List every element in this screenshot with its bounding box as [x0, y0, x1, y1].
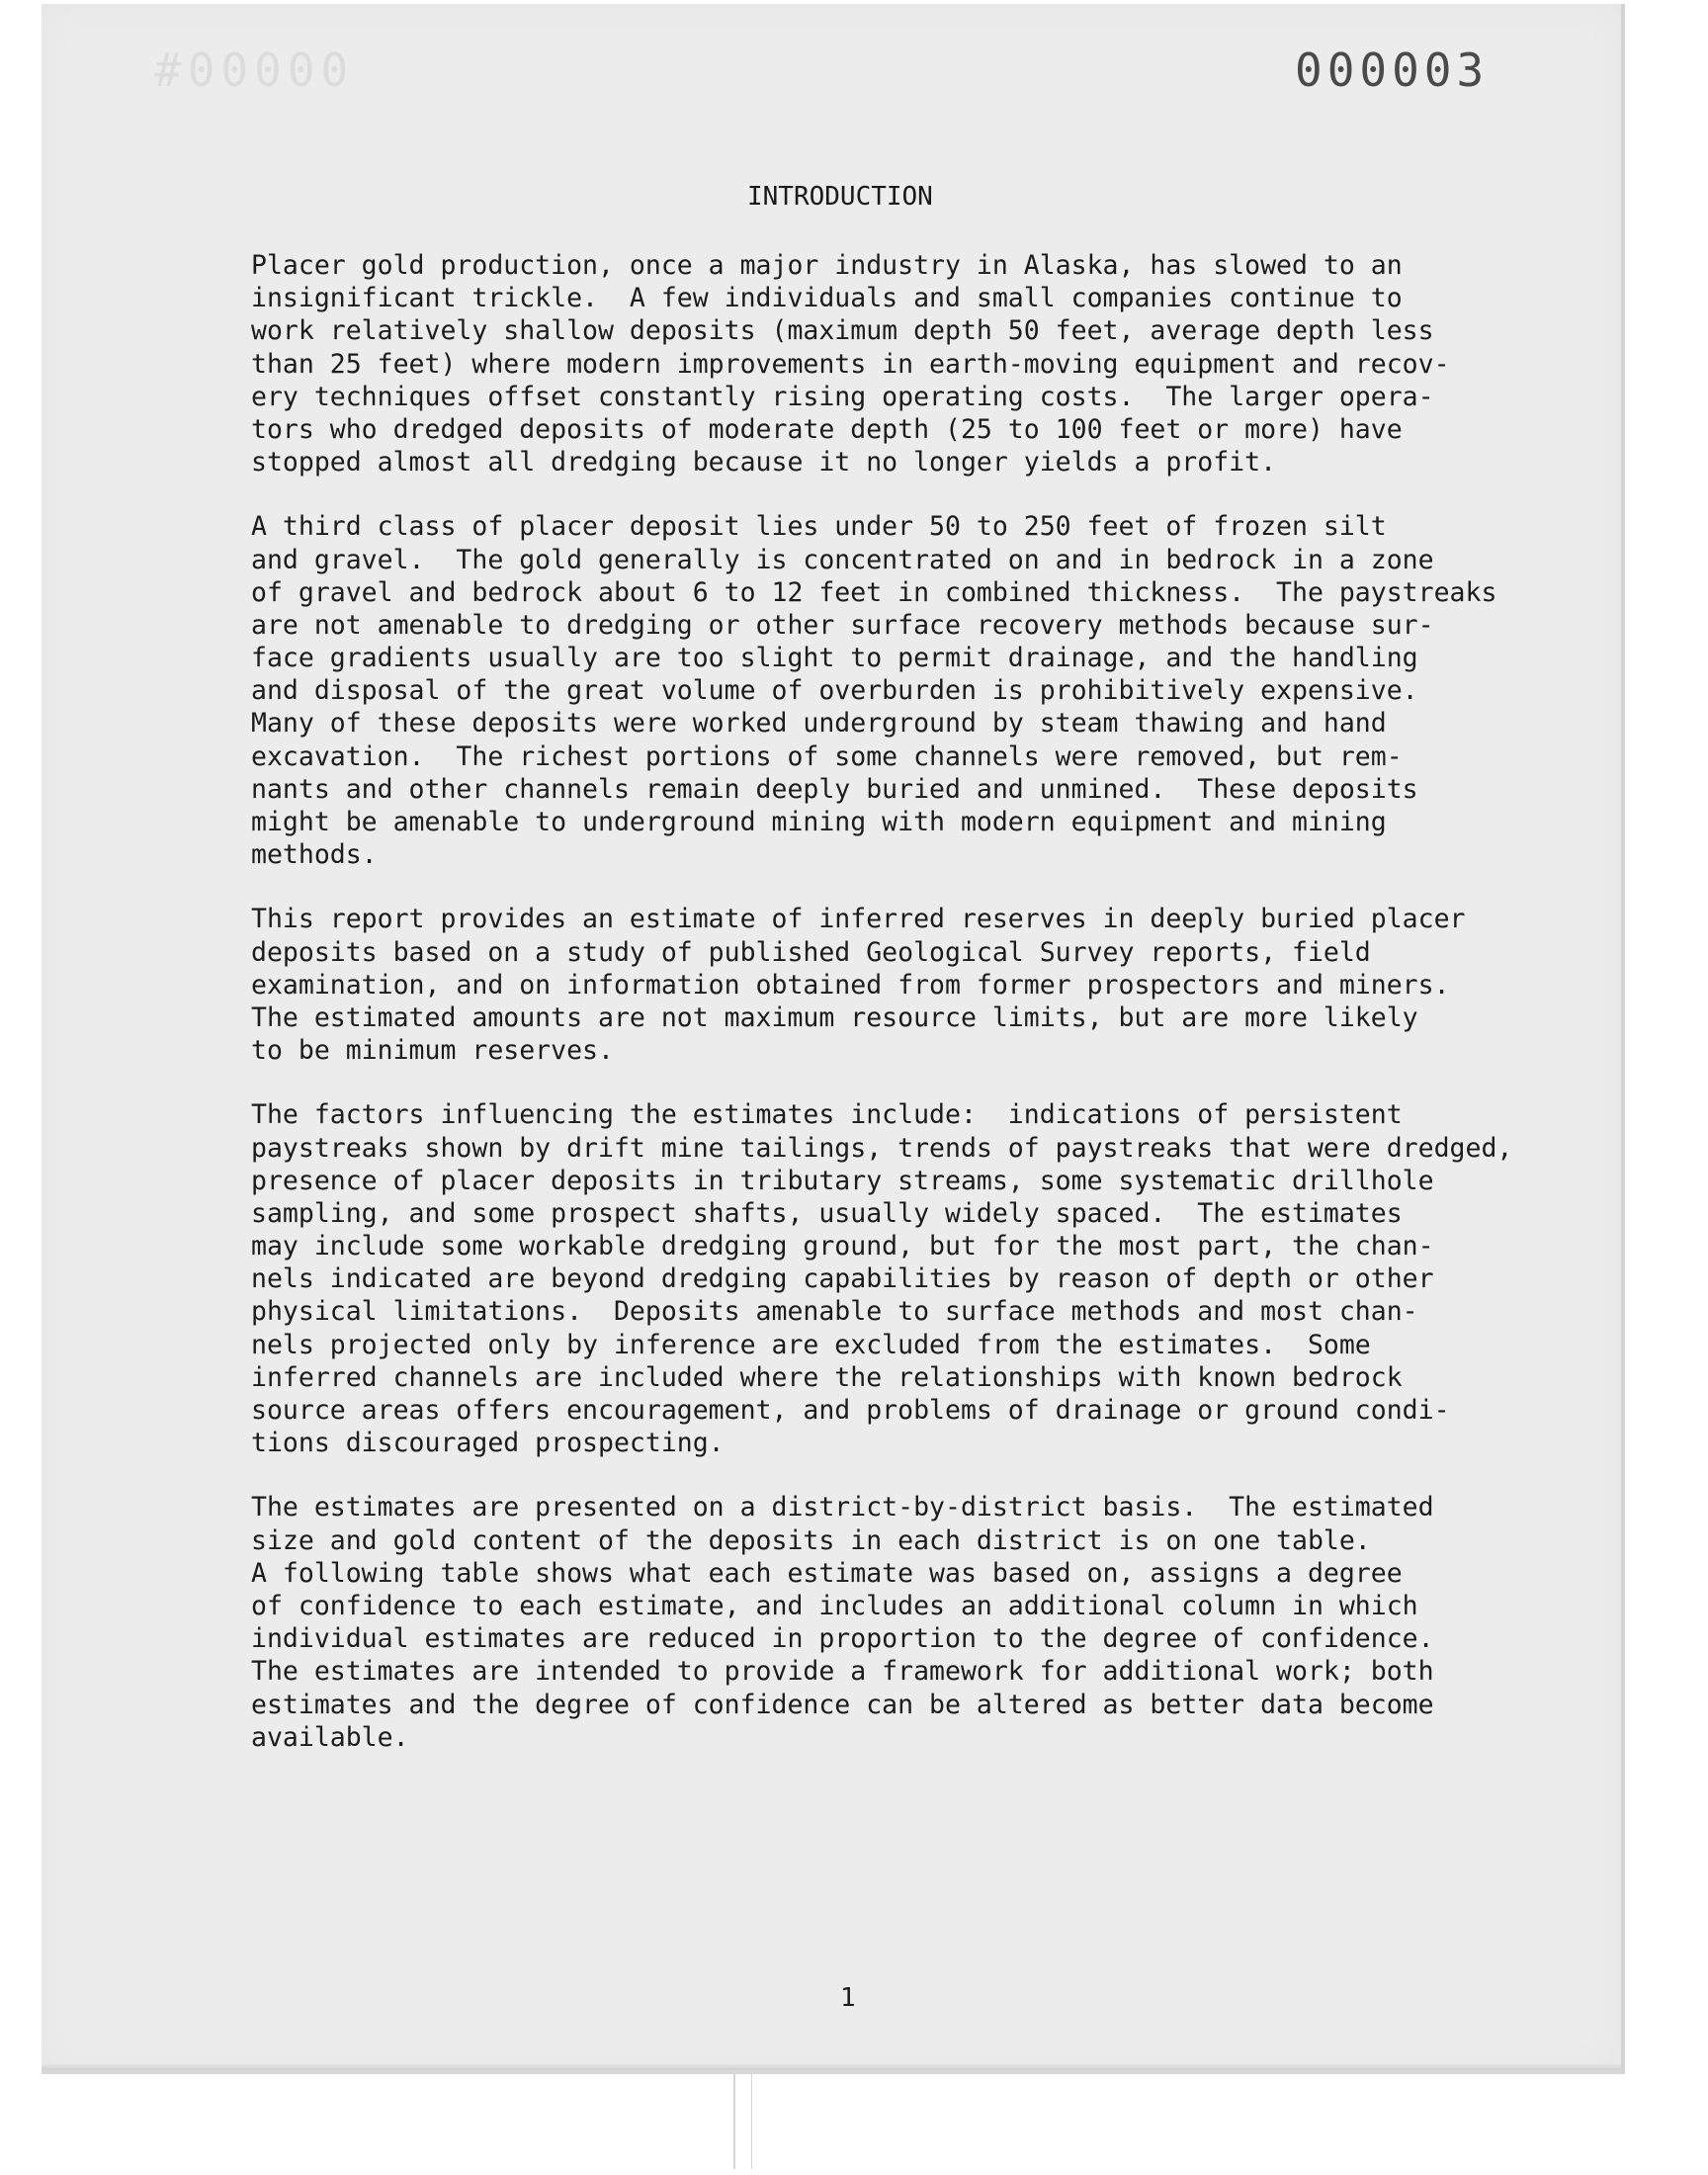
text-line: tors who dredged deposits of moderate depth (25 to 100 feet or more) have	[251, 413, 1403, 445]
text-line: The factors influencing the estimates include: indications of persistent	[251, 1099, 1403, 1131]
text-line: might be amenable to underground mining with modern equipment and mining	[251, 807, 1387, 837]
text-line: presence of placer deposits in tributary streams, some systematic drillhole	[251, 1165, 1434, 1196]
text-line: may include some workable dredging ground, but for the most part, the chan-	[251, 1231, 1434, 1262]
text-line: Many of these deposits were worked underground by steam thawing and hand	[251, 708, 1387, 740]
page-number: 1	[840, 1983, 856, 2013]
scan-artifact-line	[751, 2070, 752, 2169]
text-line: The estimates are intended to provide a framework for additional work; both	[251, 1656, 1434, 1688]
text-line: to be minimum reserves.	[251, 1035, 614, 1067]
text-line: size and gold content of the deposits in each district is on one table.	[251, 1524, 1371, 1556]
body-text	[251, 249, 1576, 1785]
paragraph	[251, 249, 1576, 478]
faint-stamp-number: #00000	[154, 44, 355, 97]
text-line: source areas offers encouragement, and problems of drainage or ground condi-	[251, 1395, 1450, 1426]
text-line: excavation. The richest portions of some channels were removed, but rem-	[251, 740, 1403, 772]
text-line: Placer gold production, once a major industry in Alaska, has slowed to an	[251, 250, 1403, 281]
text-line: A following table shows what each estimate was based on, assigns a degree	[251, 1557, 1403, 1589]
text-line: methods.	[251, 839, 378, 871]
text-line: face gradients usually are too slight to permit drainage, and the handling	[251, 643, 1418, 674]
text-line: A third class of placer deposit lies under 50 to 250 feet of frozen silt	[251, 511, 1387, 543]
text-line: and disposal of the great volume of overburden is prohibitively expensive.	[251, 675, 1418, 707]
paragraph	[251, 1098, 1576, 1459]
text-line: nants and other channels remain deeply buried and unmined. These deposits	[251, 773, 1418, 805]
text-line: of gravel and bedrock about 6 to 12 feet in combined thickness. The paystreaks	[251, 576, 1497, 608]
paragraph	[251, 1491, 1576, 1754]
scan-artifact-line	[733, 2070, 735, 2169]
text-line: deposits based on a study of published Geological Survey reports, field	[251, 936, 1371, 968]
document-number-stamp: 000003	[1295, 44, 1490, 97]
text-line: insignificant trickle. A few individuals and small companies continue to	[251, 283, 1403, 314]
text-line: This report provides an estimate of inferred reserves in deeply buried placer	[251, 904, 1466, 935]
text-line: ery techniques offset constantly rising operating costs. The larger opera-	[251, 381, 1434, 412]
text-line: than 25 feet) where modern improvements in earth-moving equipment and recov-	[251, 348, 1450, 380]
paragraph	[251, 510, 1576, 871]
text-line: individual estimates are reduced in proportion to the degree of confidence.	[251, 1623, 1434, 1655]
text-line: available.	[251, 1721, 409, 1753]
text-line: paystreaks shown by drift mine tailings, trends of paystreaks that were dredged,	[251, 1132, 1513, 1164]
text-line: tions discouraged prospecting.	[251, 1428, 725, 1459]
text-line: physical limitations. Deposits amenable to surface methods and most chan-	[251, 1296, 1418, 1328]
paragraph	[251, 903, 1576, 1067]
text-line: The estimated amounts are not maximum resource limits, but are more likely	[251, 1001, 1418, 1033]
text-line: examination, and on information obtained from former prospectors and miners.	[251, 969, 1450, 1000]
text-line: of confidence to each estimate, and includes an additional column in which	[251, 1590, 1418, 1621]
text-line: nels projected only by inference are excluded from the estimates. Some	[251, 1329, 1371, 1360]
text-line: estimates and the degree of confidence can be altered as better data become	[251, 1689, 1434, 1720]
text-line: The estimates are presented on a district-by-district basis. The estimated	[251, 1492, 1434, 1523]
text-line: inferred channels are included where the relationships with known bedrock	[251, 1361, 1403, 1393]
text-line: and gravel. The gold generally is concentrated on and in bedrock in a zone	[251, 544, 1434, 575]
section-heading: INTRODUCTION	[747, 182, 933, 212]
text-line: nels indicated are beyond dredging capabilities by reason of depth or other	[251, 1263, 1434, 1295]
text-line: stopped almost all dredging because it no longer yields a profit.	[251, 447, 1277, 478]
text-line: work relatively shallow deposits (maximum depth 50 feet, average depth less	[251, 315, 1434, 347]
text-line: sampling, and some prospect shafts, usually widely spaced. The estimates	[251, 1197, 1403, 1229]
text-line: are not amenable to dredging or other surface recovery methods because sur-	[251, 609, 1434, 641]
